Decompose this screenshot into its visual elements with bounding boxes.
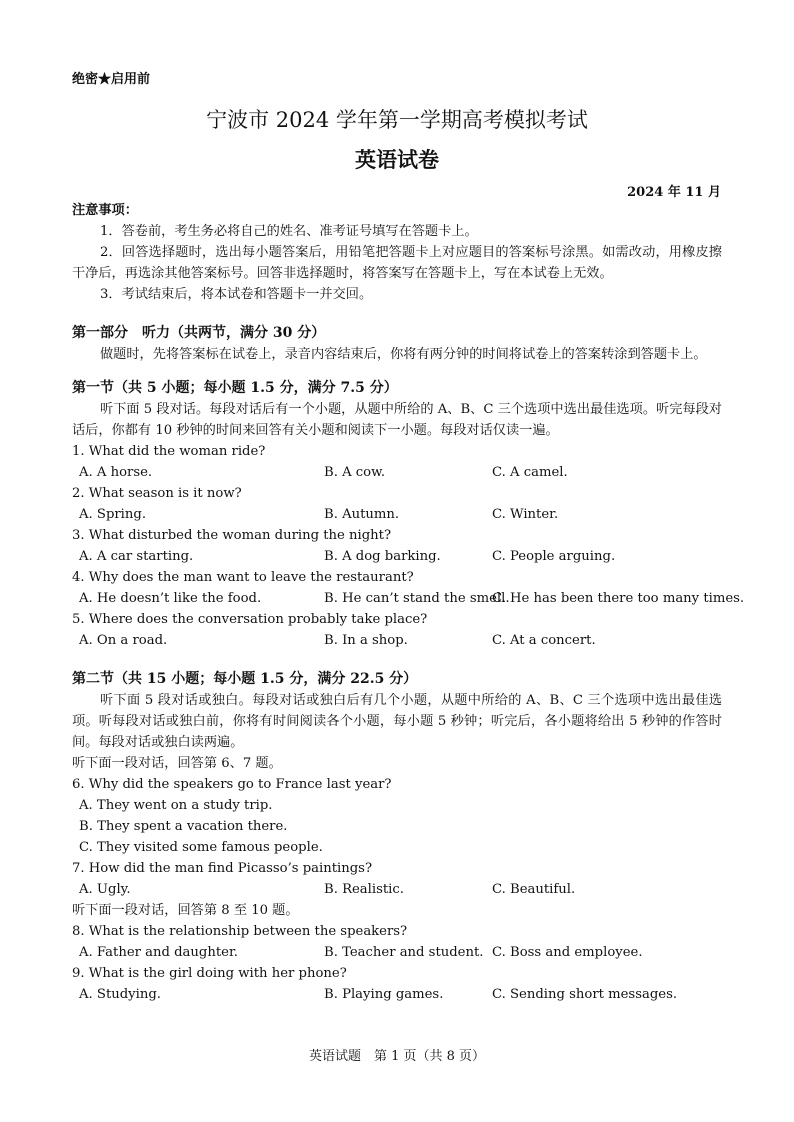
question-7: 7. How did the man find Picasso’s paintings? bbox=[72, 861, 373, 876]
exam-date: 2024 年 11 月 bbox=[627, 185, 721, 200]
option-b: B. In a shop. bbox=[324, 633, 408, 648]
option-b: B. Teacher and student. bbox=[324, 945, 484, 960]
question-6: 6. Why did the speakers go to France last year? bbox=[72, 777, 392, 792]
option-a: A. A car starting. bbox=[79, 549, 194, 564]
notice-item-2: 2．回答选择题时，选出每小题答案后，用铅笔把答题卡上对应题目的答案标号涂黑。如需改动，用橡皮擦干净后，再选涂其他答案标号。回答非选择题时，将答案写在答题卡上，写在本试卷上无效。 bbox=[72, 245, 722, 281]
section2-lead-8-10: 听下面一段对话，回答第 8 至 10 题。 bbox=[72, 903, 299, 918]
question-1-options bbox=[72, 462, 722, 483]
option-c: C. A camel. bbox=[492, 465, 568, 480]
option-b: B. Playing games. bbox=[324, 987, 444, 1002]
option-b: B. He can’t stand the smell. bbox=[324, 591, 510, 606]
exam-subtitle: 英语试卷 bbox=[355, 147, 439, 172]
section2-heading: 第二节（共 15 小题；每小题 1.5 分，满分 22.5 分） bbox=[72, 671, 418, 687]
section1-intro: 听下面 5 段对话。每段对话后有一个小题，从题中所给的 A、B、C 三个选项中选出最佳选项。听完每段对话后，你都有 10 秒钟的时间来回答有关小题和阅读下一小题。每段对话仅读一遍。 bbox=[72, 402, 722, 438]
question-3-options bbox=[72, 546, 722, 567]
option-a: A. A horse. bbox=[79, 465, 153, 480]
question-9: 9. What is the girl doing with her phone? bbox=[72, 966, 347, 981]
option-a: A. On a road. bbox=[79, 633, 168, 648]
option-a: A. They went on a study trip. bbox=[79, 798, 273, 813]
option-c: C. Sending short messages. bbox=[492, 987, 678, 1002]
notice-heading: 注意事项： bbox=[72, 203, 138, 218]
option-c: C. He has been there too many times. bbox=[492, 591, 745, 606]
option-a: A. Ugly. bbox=[79, 882, 131, 897]
question-8-options bbox=[72, 942, 722, 963]
question-2: 2. What season is it now? bbox=[72, 486, 242, 501]
question-3: 3. What disturbed the woman during the night? bbox=[72, 528, 392, 543]
section1-heading: 第一节（共 5 小题；每小题 1.5 分，满分 7.5 分） bbox=[72, 380, 398, 396]
question-4: 4. Why does the man want to leave the restaurant? bbox=[72, 570, 414, 585]
confidential-mark: 绝密★启用前 bbox=[72, 72, 151, 87]
option-b: B. Realistic. bbox=[324, 882, 404, 897]
option-a: A. Studying. bbox=[79, 987, 161, 1002]
question-2-options bbox=[72, 504, 722, 525]
question-5: 5. Where does the conversation probably take place? bbox=[72, 612, 428, 627]
question-1: 1. What did the woman ride? bbox=[72, 444, 266, 459]
option-a: A. Spring. bbox=[79, 507, 147, 522]
option-c: C. People arguing. bbox=[492, 549, 616, 564]
part1-intro: 做题时，先将答案标在试卷上，录音内容结束后，你将有两分钟的时间将试卷上的答案转涂到答题卡上。 bbox=[100, 347, 707, 362]
section2-lead-6-7: 听下面一段对话，回答第 6、7 题。 bbox=[72, 756, 282, 771]
question-5-options bbox=[72, 630, 722, 651]
option-b: B. A dog barking. bbox=[324, 549, 441, 564]
question-4-options bbox=[72, 588, 745, 609]
notice-item-3: 3．考试结束后，将本试卷和答题卡一并交回。 bbox=[100, 287, 373, 302]
page-footer: 英语试题 第 1 页（共 8 页） bbox=[308, 1049, 486, 1064]
option-c: C. Beautiful. bbox=[492, 882, 576, 897]
option-a: A. Father and daughter. bbox=[79, 945, 238, 960]
notice-section bbox=[72, 200, 745, 1005]
question-7-options bbox=[72, 879, 722, 900]
section2-intro: 听下面 5 段对话或独白。每段对话或独白后有几个小题，从题中所给的 A、B、C 三个选项中选出最佳选项。听每段对话或独白前，你将有时间阅读各个小题，每小题 5 秒钟；听完后，各小题将给出 5 秒钟的作答时间。每段对话或独白读两遍。 bbox=[72, 693, 722, 750]
option-b: B. A cow. bbox=[324, 465, 386, 480]
part1-heading: 第一部分 听力（共两节，满分 30 分） bbox=[72, 325, 326, 341]
option-a: A. He doesn’t like the food. bbox=[79, 591, 262, 606]
question-9-options bbox=[72, 984, 722, 1005]
option-b: B. They spent a vacation there. bbox=[79, 819, 288, 834]
option-c: C. At a concert. bbox=[492, 633, 596, 648]
question-8: 8. What is the relationship between the speakers? bbox=[72, 924, 408, 939]
exam-title: 宁波市 2024 学年第一学期高考模拟考试 bbox=[206, 108, 588, 132]
option-b: B. Autumn. bbox=[324, 507, 400, 522]
option-c: C. Boss and employee. bbox=[492, 945, 643, 960]
option-c: C. They visited some famous people. bbox=[79, 840, 323, 855]
notice-item-1: 1．答卷前，考生务必将自己的姓名、准考证号填写在答题卡上。 bbox=[100, 224, 478, 239]
option-c: C. Winter. bbox=[492, 507, 559, 522]
